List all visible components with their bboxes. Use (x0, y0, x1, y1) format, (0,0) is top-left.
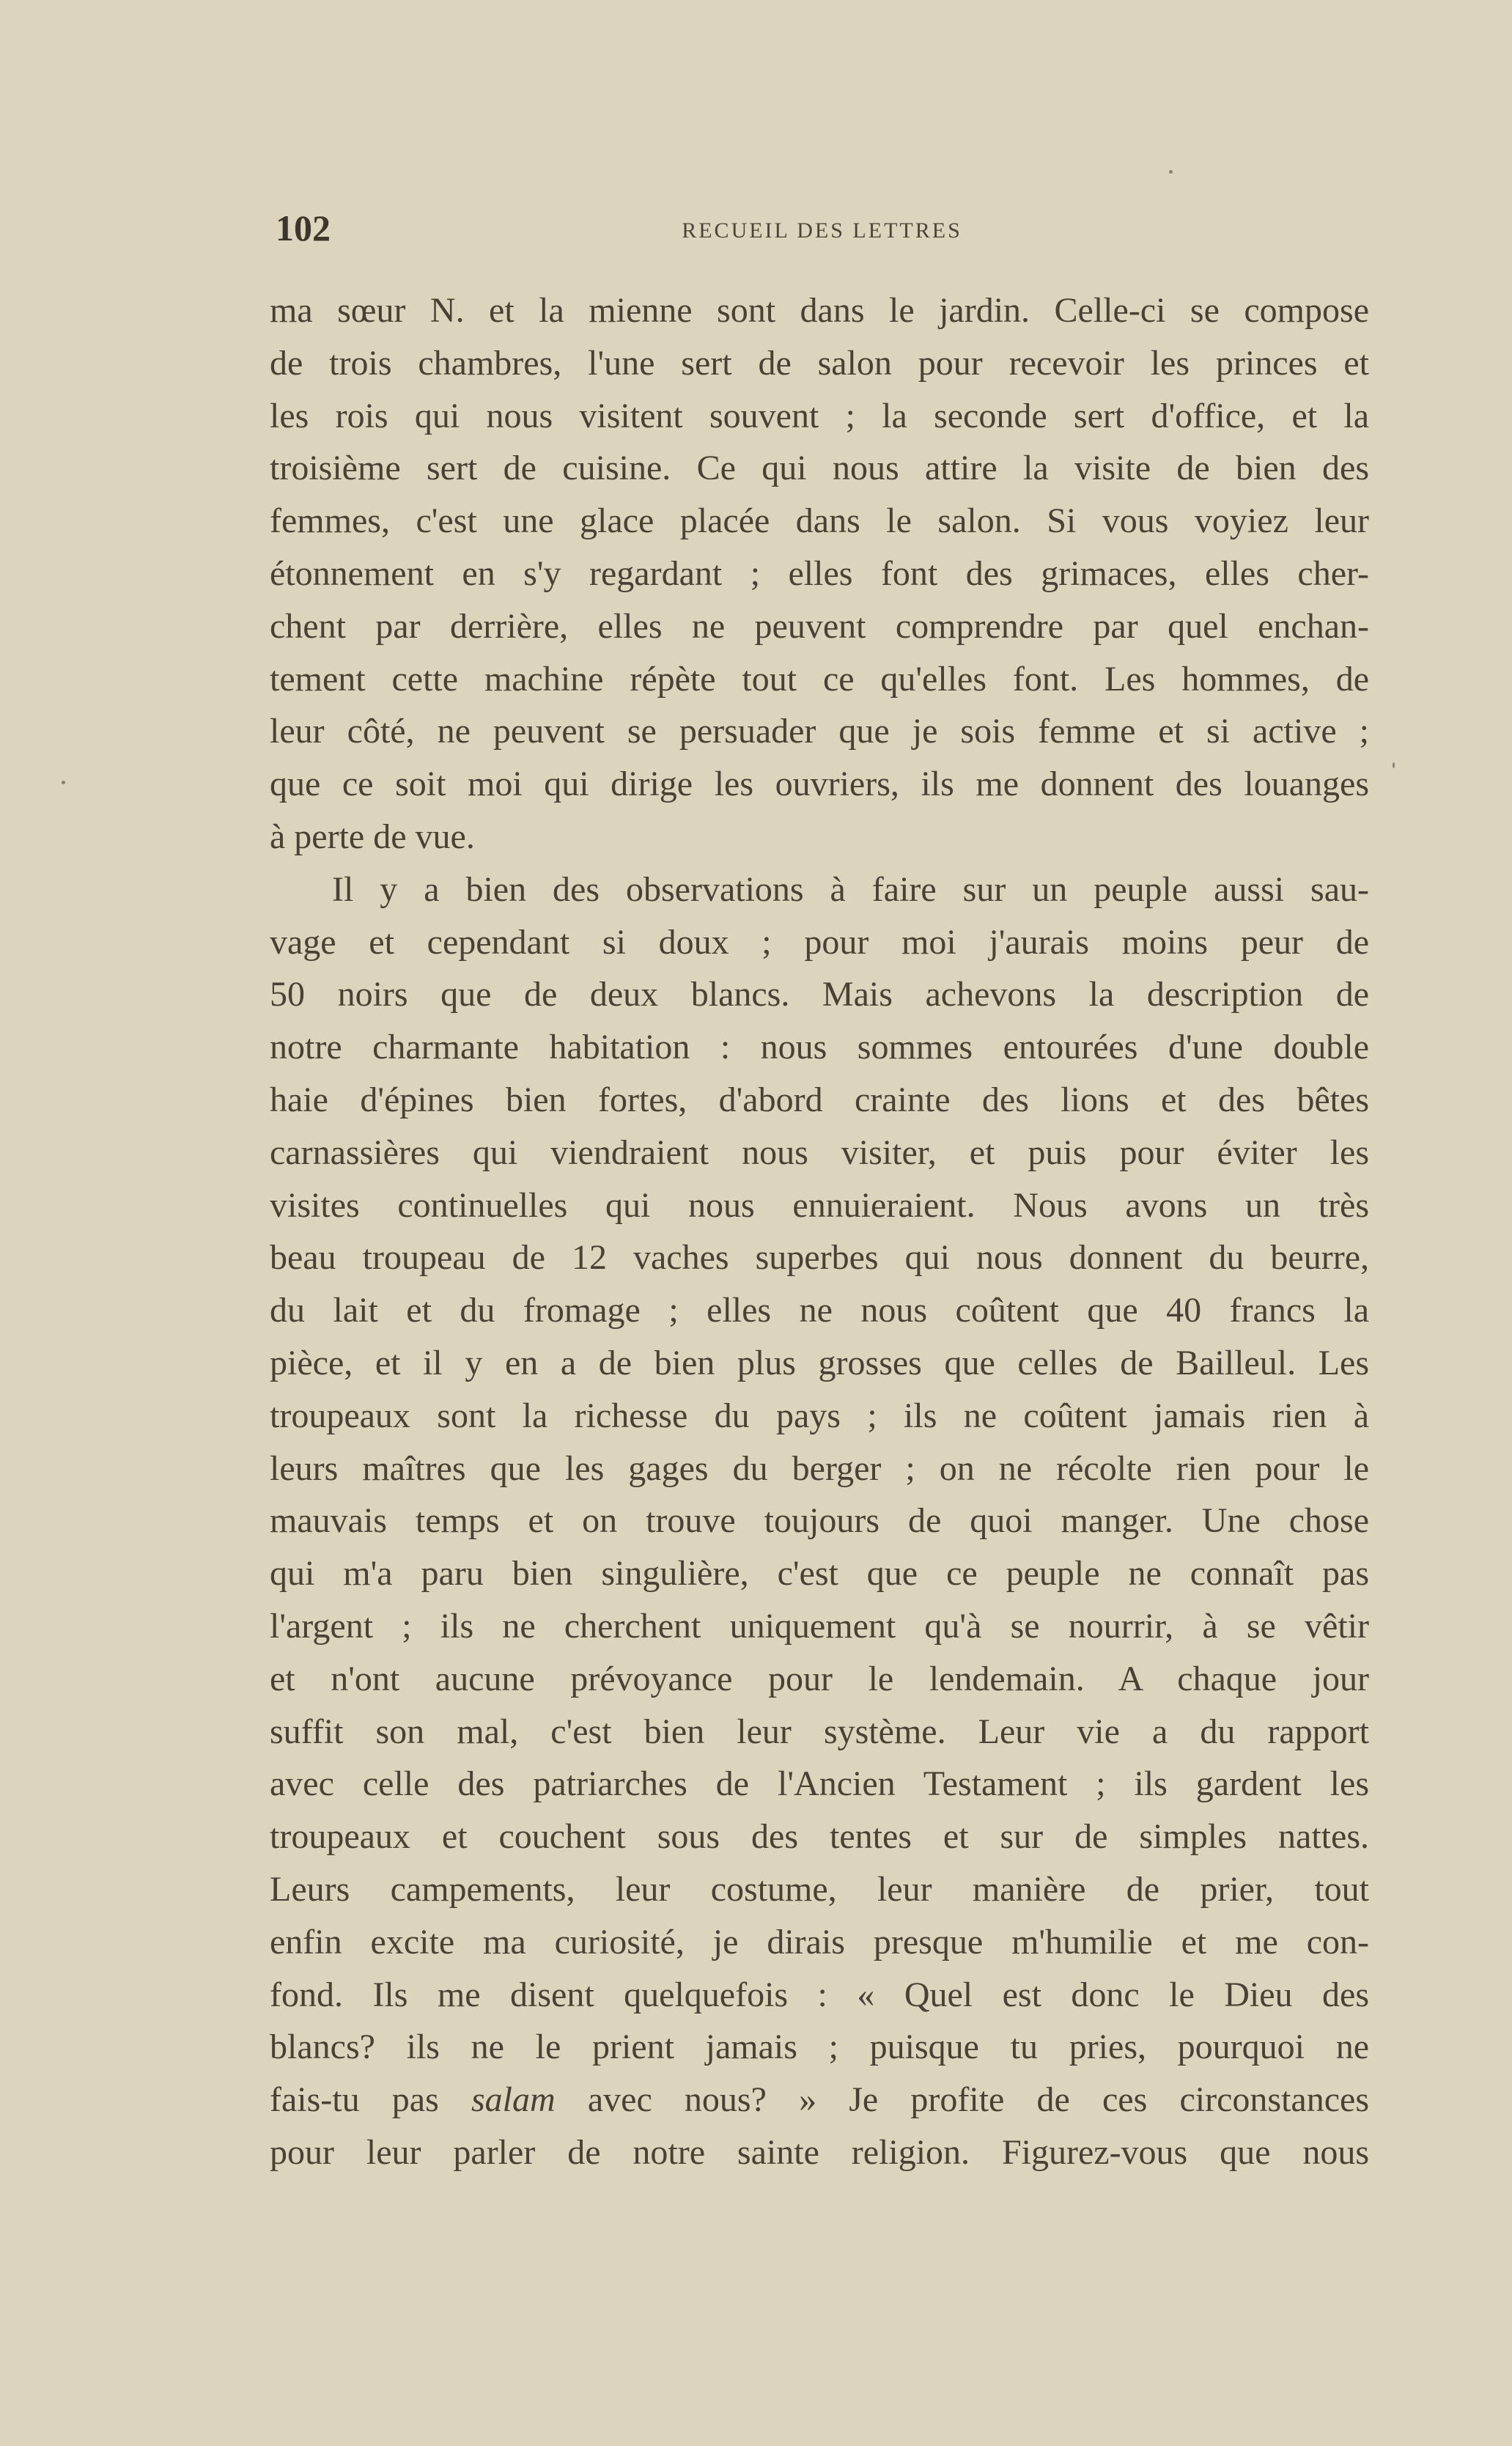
text-line: leurs maîtres que les gages du berger ; on ne récolte rien pour le (270, 1448, 1369, 1488)
text-line: visites continuelles qui nous ennuieraient. Nous avons un très (270, 1185, 1369, 1225)
text-line: chent par derrière, elles ne peuvent comprendre par quel enchan- (270, 606, 1369, 646)
page-number: 102 (276, 207, 331, 248)
running-head: RECUEIL DES LETTRES (682, 218, 962, 243)
text-line: l'argent ; ils ne cherchent uniquement qu'à se nourrir, à se vêtir (270, 1606, 1369, 1646)
text-line: carnassières qui viendraient nous visiter, et puis pour éviter les (270, 1132, 1369, 1172)
text-segment: fais-tu pas (270, 2080, 471, 2120)
text-line: leur côté, ne peuvent se persuader que je sois femme et si active ; (270, 712, 1369, 751)
text-line: mauvais temps et on trouve toujours de quoi manger. Une chose (270, 1501, 1369, 1541)
scan-speck (1169, 170, 1173, 174)
text-line: étonnement en s'y regardant ; elles font des grimaces, elles cher- (270, 553, 1369, 593)
text-segment: avec nous? » Je profite de ces circonstances (555, 2080, 1370, 2120)
text-line: qui m'a paru bien singulière, c'est que ce peuple ne connaît pas (270, 1554, 1369, 1594)
text-line: de trois chambres, l'une sert de salon pour recevoir les princes et (270, 343, 1369, 383)
text-line: 50 noirs que de deux blancs. Mais achevons la description de (270, 975, 1369, 1014)
italic-word: salam (471, 2080, 556, 2120)
text-line: fond. Ils me disent quelquefois : « Quel est donc le Dieu des (270, 1975, 1369, 2014)
scan-speck (62, 781, 65, 784)
text-line: femmes, c'est une glace placée dans le salon. Si vous voyiez leur (270, 501, 1369, 541)
text-line: et n'ont aucune prévoyance pour le lendemain. A chaque jour (270, 1659, 1369, 1698)
text-line: troupeaux et couchent sous des tentes et sur de simples nattes. (270, 1817, 1369, 1857)
text-line: suffit son mal, c'est bien leur système. Leur vie a du rapport (270, 1712, 1369, 1751)
text-line: avec celle des patriarches de l'Ancien Testament ; ils gardent les (270, 1764, 1369, 1804)
text-line: du lait et du fromage ; elles ne nous coûtent que 40 francs la (270, 1291, 1369, 1330)
text-line: ma sœur N. et la mienne sont dans le jardin. Celle-ci se compose (270, 291, 1369, 330)
text-line: vage et cependant si doux ; pour moi j'aurais moins peur de (270, 922, 1369, 962)
text-line: beau troupeau de 12 vaches superbes qui nous donnent du beurre, (270, 1238, 1369, 1278)
text-line: Leurs campements, leur costume, leur manière de prier, tout (270, 1869, 1369, 1909)
text-line: haie d'épines bien fortes, d'abord crainte des lions et des bêtes (270, 1080, 1369, 1119)
text-line: troupeaux sont la richesse du pays ; ils ne coûtent jamais rien à (270, 1396, 1369, 1435)
text-line: notre charmante habitation : nous sommes entourées d'une double (270, 1028, 1369, 1067)
text-line (270, 2074, 1369, 2126)
text-line: tement cette machine répète tout ce qu'elles font. Les hommes, de (270, 659, 1369, 699)
text-line: pour leur parler de notre sainte religion. Figurez-vous que nous (270, 2132, 1369, 2172)
text-line: Il y a bien des observations à faire sur un peuple aussi sau- (332, 869, 1369, 909)
text-line: pièce, et il y en a de bien plus grosses que celles de Bailleul. Les (270, 1343, 1369, 1382)
scan-speck (1393, 762, 1395, 768)
text-line: à perte de vue. (270, 817, 475, 856)
text-line: que ce soit moi qui dirige les ouvriers, ils me donnent des louanges (270, 765, 1369, 804)
body-text (270, 284, 1369, 2179)
text-line: troisième sert de cuisine. Ce qui nous attire la visite de bien des (270, 449, 1369, 488)
text-line: enfin excite ma curiosité, je dirais presque m'humilie et me con- (270, 1922, 1369, 1961)
text-line: blancs? ils ne le prient jamais ; puisque tu pries, pourquoi ne (270, 2027, 1369, 2067)
text-line: les rois qui nous visitent souvent ; la seconde sert d'office, et la (270, 396, 1369, 435)
